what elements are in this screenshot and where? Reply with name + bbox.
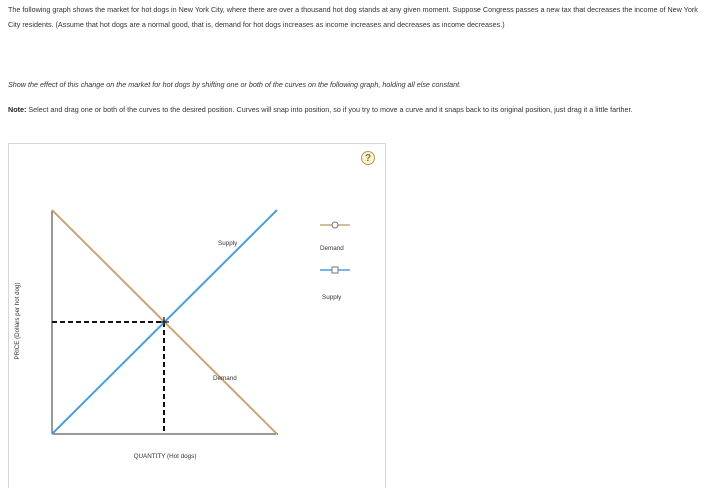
legend-demand-handle[interactable] xyxy=(332,222,338,228)
legend-demand-tool[interactable] xyxy=(320,222,350,228)
question-instruction: Show the effect of this change on the market for hot dogs by shifting one or both of the curves on the following graph, holding all else constant. xyxy=(8,80,462,89)
question-intro: The following graph shows the market for hot dogs in New York City, where there are over a thousand hot dog stands at any given moment. Suppose Congress passes a new tax that decreases the income of New York City residents. (Assume that hot dogs are a normal good, that is, demand for hot dogs increases as income increases and decreases as income decreases.) xyxy=(8,5,698,29)
note-label: Note: xyxy=(8,105,27,114)
legend-supply-label: Supply xyxy=(322,294,342,301)
y-axis-label: PRICE (Dollars per hot dog) xyxy=(14,282,21,360)
x-axis-label: QUANTITY (Hot dogs) xyxy=(133,453,197,460)
legend-supply-handle[interactable] xyxy=(332,267,338,273)
supply-curve-label: Supply xyxy=(218,240,238,247)
demand-curve-label: Demand xyxy=(213,375,237,382)
help-icon[interactable]: ? xyxy=(361,151,375,165)
note-body: Select and drag one or both of the curves to the desired position. Curves will snap into position, so if you try to move a curve and it snaps back to its original position, just drag it a little farther. xyxy=(26,105,633,114)
legend-demand-label: Demand xyxy=(320,245,344,252)
legend-supply-tool[interactable] xyxy=(320,267,350,273)
